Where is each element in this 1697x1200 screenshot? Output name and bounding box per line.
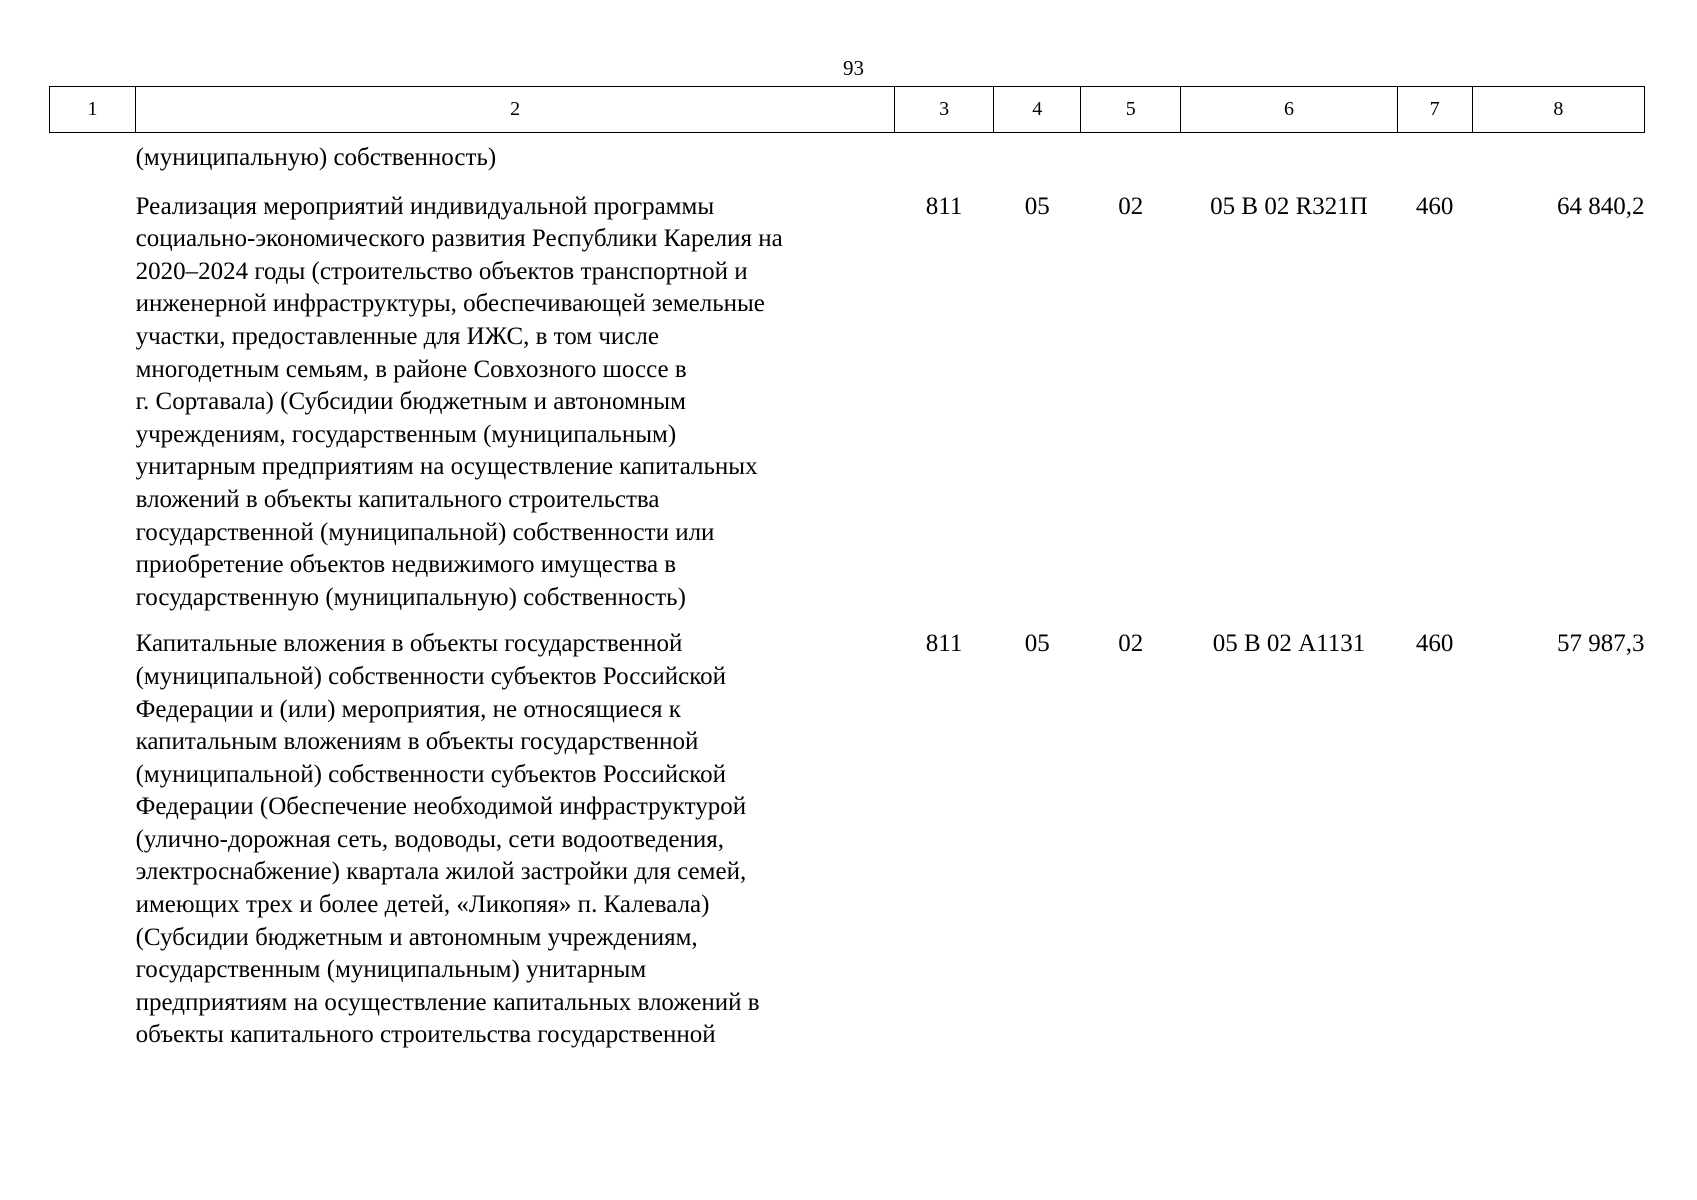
ministry-code: 811 (925, 630, 963, 658)
description-line: учреждениям, государственным (муниципальным) (135, 420, 677, 448)
description-line: вложений в объекты капитального строительства (135, 485, 660, 513)
description-line: предприятиям на осуществление капитальных вложений в (135, 988, 760, 1016)
target-article-code: 05 В 02 А1131 (1212, 630, 1366, 658)
budget-table (49, 86, 1645, 1052)
row-description (136, 191, 895, 629)
description-line: (муниципальной) собственности субъектов Российской (135, 760, 727, 788)
ministry-code: 811 (925, 192, 963, 220)
section-code: 05 (1024, 192, 1050, 220)
subsection-code: 02 (1118, 192, 1144, 220)
description-line: (муниципальную) собственность) (135, 144, 497, 171)
description-line: инженерной инфраструктуры, обеспечивающей земельные (135, 290, 765, 318)
column-header-5: 5 (1081, 87, 1181, 133)
amount-value: 64 840,2 (1557, 192, 1645, 220)
description-line: г. Сортавала) (Субсидии бюджетным и автономным (135, 388, 686, 416)
section-code: 05 (1024, 630, 1050, 658)
subsection-code: 02 (1118, 630, 1144, 658)
column-header-1: 1 (50, 87, 136, 133)
description-line: (Субсидии бюджетным и автономным учреждениям, (135, 923, 698, 951)
cell-col1 (50, 628, 136, 1052)
column-header-7: 7 (1397, 87, 1472, 133)
amount-value: 57 987,3 (1557, 630, 1645, 658)
column-header-4: 4 (994, 87, 1081, 133)
page-number-text: 93 (843, 56, 864, 80)
description-line: участки, предоставленные для ИЖС, в том числе (135, 322, 659, 350)
table-header-row (50, 87, 1645, 133)
description-line: Капитальные вложения в объекты государственной (135, 630, 683, 658)
description-line: объекты капитального строительства государственной (135, 1021, 716, 1049)
description-line: государственной (муниципальной) собственности или (135, 518, 715, 546)
description-line: унитарным предприятиям на осуществление капитальных (135, 453, 758, 481)
column-header-6: 6 (1181, 87, 1397, 133)
description-line: Реализация мероприятий индивидуальной программы (135, 192, 715, 220)
row-description (136, 628, 895, 1052)
column-header-3: 3 (895, 87, 994, 133)
description-line: социально-экономического развития Республики Карелия на (135, 225, 783, 253)
description-line: приобретение объектов недвижимого имущества в (135, 551, 677, 579)
description-line: государственную (муниципальную) собственность) (135, 583, 686, 611)
description-line: государственным (муниципальным) унитарным (135, 956, 647, 984)
target-article-code: 05 В 02 R321П (1210, 192, 1368, 220)
description-line: Федерации (Обеспечение необходимой инфраструктурой (135, 793, 747, 821)
cell-col1 (50, 133, 136, 191)
column-header-2: 2 (136, 87, 895, 133)
table-row (50, 191, 1645, 629)
continuation-description (136, 133, 895, 191)
description-line: многодетным семьям, в районе Совхозного шоссе в (135, 355, 687, 383)
table-row (50, 628, 1645, 1052)
column-header-8: 8 (1472, 87, 1644, 133)
expense-type-code: 460 (1415, 192, 1454, 220)
cell-col1 (50, 191, 136, 629)
description-line: (муниципальной) собственности субъектов Российской (135, 662, 727, 690)
description-line: имеющих трех и более детей, «Ликопяя» п. Калевала) (135, 891, 710, 919)
description-line: (улично-дорожная сеть, водоводы, сети водоотведения, (135, 825, 724, 853)
page-number (0, 56, 1697, 81)
description-line: 2020–2024 годы (строительство объектов транспортной и (135, 257, 748, 285)
description-line: капитальным вложениям в объекты государственной (135, 728, 699, 756)
description-line: электроснабжение) квартала жилой застройки для семей, (135, 858, 747, 886)
description-line: Федерации и (или) мероприятия, не относящиеся к (135, 695, 681, 723)
table-row-continuation (50, 133, 1645, 191)
expense-type-code: 460 (1415, 630, 1454, 658)
